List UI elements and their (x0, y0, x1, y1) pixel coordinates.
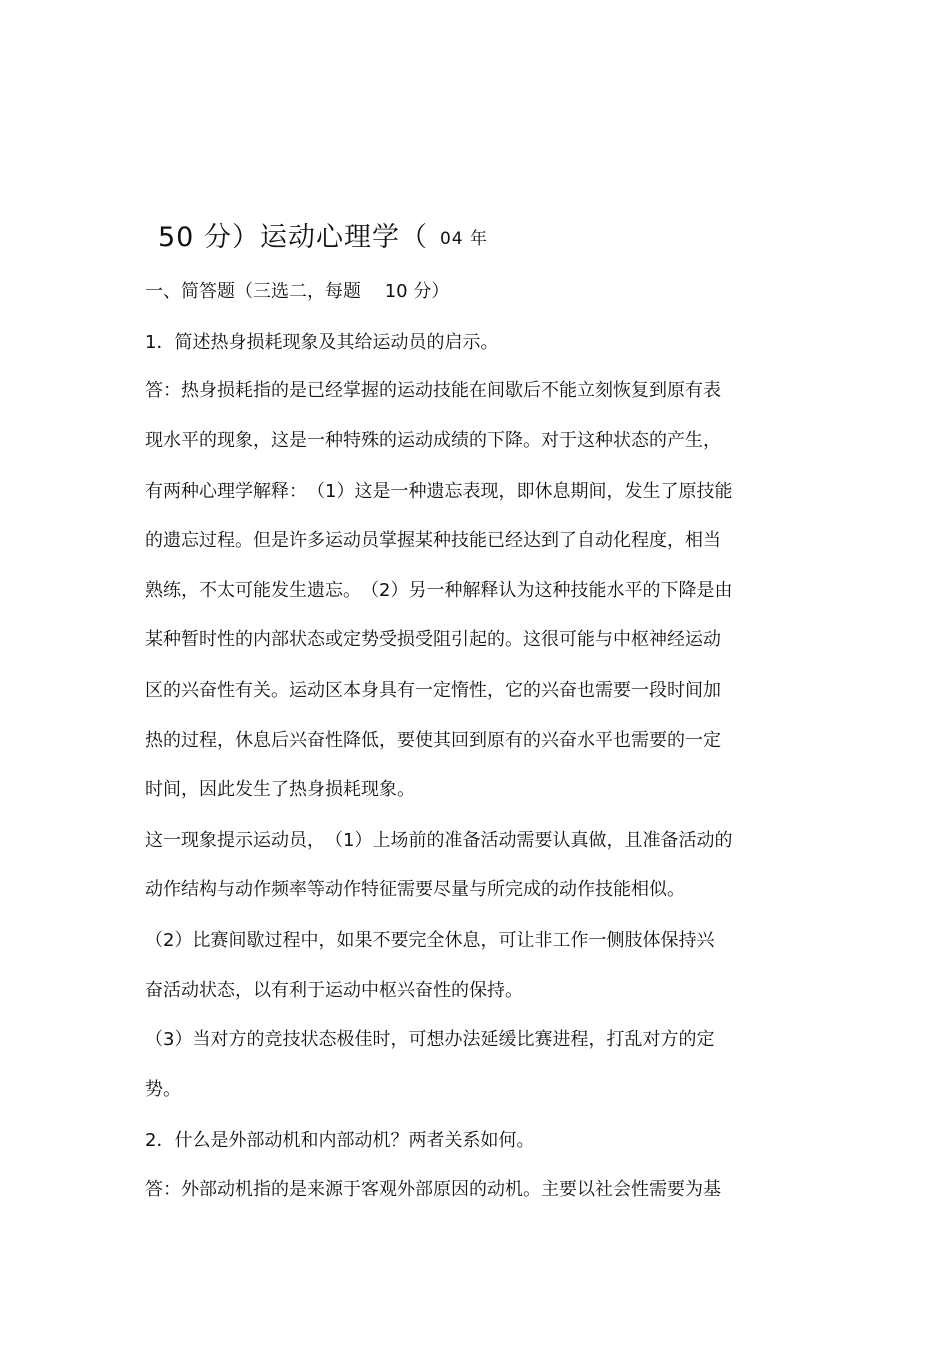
answer-line: 现水平的现象，这是一种特殊的运动成绩的下降。对于这种状态的产生， (145, 430, 721, 451)
document-title (158, 218, 488, 259)
question-1: 1．简述热身损耗现象及其给运动员的启示。 (145, 332, 499, 353)
answer-line: 答：外部动机指的是来源于客观外部原因的动机。主要以社会性需要为基 (145, 1179, 721, 1200)
answer-line: 热的过程，休息后兴奋性降低，要使其回到原有的兴奋水平也需要的一定 (145, 730, 721, 751)
title-year: 04 年 (439, 229, 488, 249)
answer-line: 势。 (145, 1079, 181, 1100)
answer-line: （2）比赛间歇过程中，如果不要完全休息，可让非工作一侧肢体保持兴 (145, 930, 715, 951)
answer-line: 答：热身损耗指的是已经掌握的运动技能在间歇后不能立刻恢复到原有表 (145, 380, 721, 401)
answer-line: 这一现象提示运动员， （1）上场前的准备活动需要认真做，且准备活动的 (145, 830, 733, 851)
answer-line: （3）当对方的竞技状态极佳时，可想办法延缓比赛进程，打乱对方的定 (145, 1029, 715, 1050)
answer-line: 时间，因此发生了热身损耗现象。 (145, 779, 415, 800)
title-main: 50 分）运动心理学（ (158, 222, 428, 253)
answer-line: 奋活动状态，以有利于运动中枢兴奋性的保持。 (145, 980, 523, 1001)
answer-line: 动作结构与动作频率等动作特征需要尽量与所完成的动作技能相似。 (145, 879, 685, 900)
answer-line: 区的兴奋性有关。运动区本身具有一定惰性，它的兴奋也需要一段时间加 (145, 680, 721, 701)
answer-line: 某种暂时性的内部状态或定势受损受阻引起的。这很可能与中枢神经运动 (145, 629, 721, 650)
question-2: 2．什么是外部动机和内部动机？两者关系如何。 (145, 1130, 535, 1151)
answer-line: 熟练，不太可能发生遗忘。 （2）另一种解释认为这种技能水平的下降是由 (145, 580, 733, 601)
section-heading: 一、简答题（三选二，每题 10 分） (145, 281, 450, 302)
answer-line: 的遗忘过程。但是许多运动员掌握某种技能已经达到了自动化程度，相当 (145, 530, 721, 551)
answer-line: 有两种心理学解释： （1）这是一种遗忘表现，即休息期间，发生了原技能 (145, 481, 733, 502)
